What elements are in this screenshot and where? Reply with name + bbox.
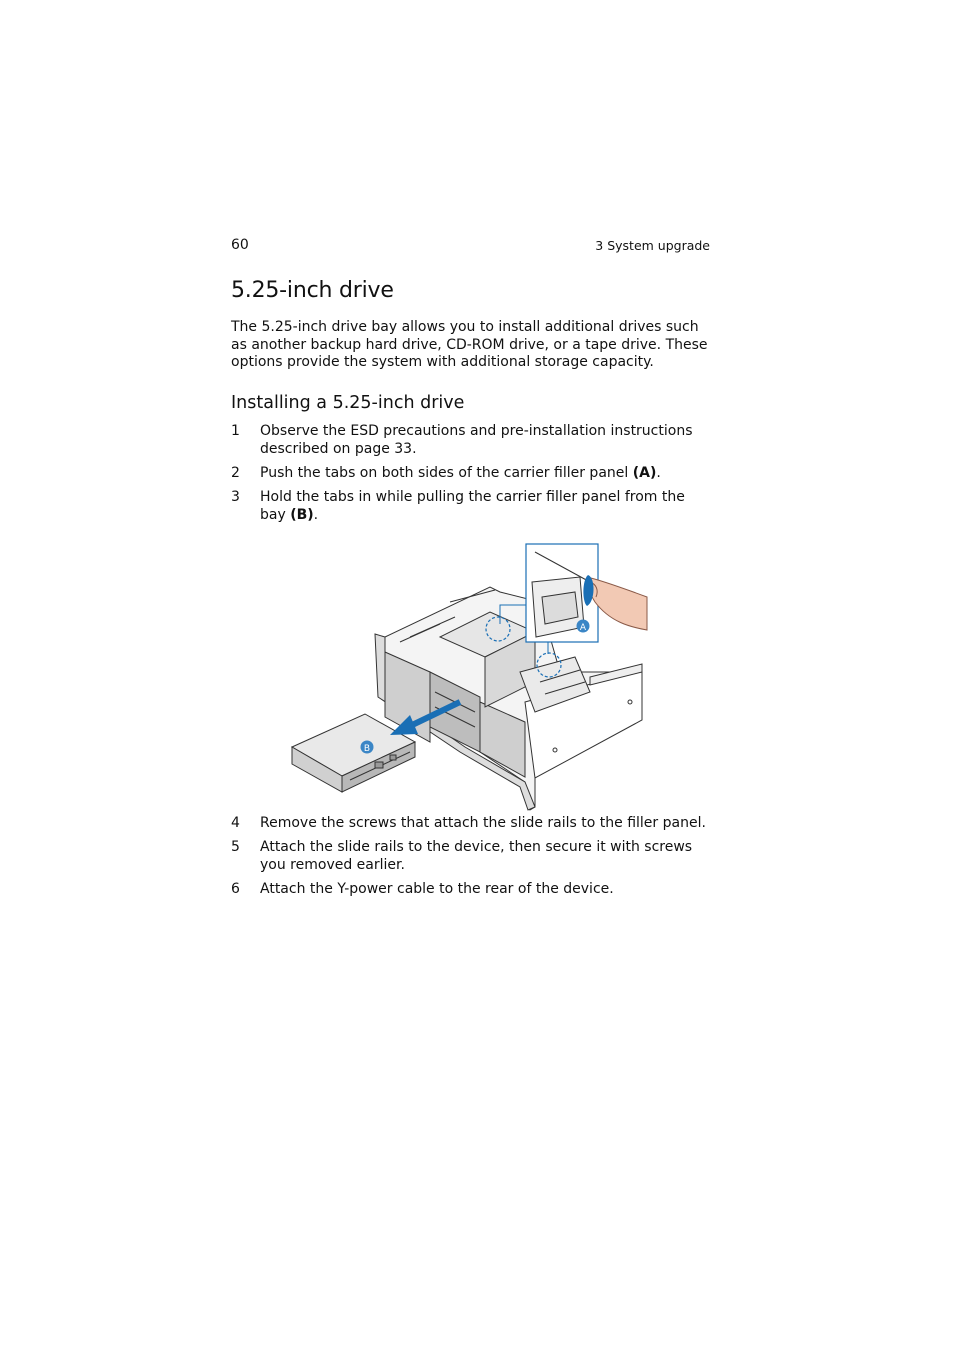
- step-text: Attach the Y-power cable to the rear of the device.: [260, 881, 614, 897]
- callout-a-label: A: [579, 623, 587, 633]
- step-1: [231, 423, 711, 458]
- callout-ref-b: (B): [290, 506, 314, 523]
- drive-removal-illustration: [290, 542, 650, 812]
- step-number: 4: [231, 815, 240, 831]
- step-number: 6: [231, 881, 240, 897]
- step-number: 3: [231, 489, 240, 505]
- step-text: Remove the screws that attach the slide rails to the filler panel.: [260, 815, 706, 831]
- section-title: Installing a 5.25-inch drive: [231, 393, 465, 413]
- step-2: [231, 465, 711, 483]
- page-number: 60: [231, 237, 249, 253]
- step-text: Push the tabs on both sides of the carrier filler panel (A).: [260, 465, 661, 481]
- step-4: [231, 815, 711, 833]
- step-number: 2: [231, 465, 240, 481]
- intro-paragraph: The 5.25-inch drive bay allows you to install additional drives such as another backup hard drive, CD-ROM drive, or a tape drive. These options provide the system with additional storage capacity.: [231, 319, 708, 370]
- step-number: 5: [231, 839, 240, 855]
- step-number: 1: [231, 423, 240, 439]
- step-6: [231, 881, 711, 899]
- step-3: [231, 489, 711, 524]
- step-text: Observe the ESD precautions and pre-installation instructions described on page 33.: [260, 423, 693, 457]
- step-text: Hold the tabs in while pulling the carrier filler panel from the bay (B).: [260, 489, 685, 523]
- callout-b-label: B: [363, 744, 371, 754]
- step-5: [231, 839, 711, 874]
- callout-ref-a: (A): [632, 465, 657, 481]
- chapter-header: 3 System upgrade: [595, 238, 710, 253]
- step-text: Attach the slide rails to the device, then secure it with screws you removed earlier.: [260, 839, 693, 873]
- page-title: 5.25-inch drive: [231, 278, 394, 303]
